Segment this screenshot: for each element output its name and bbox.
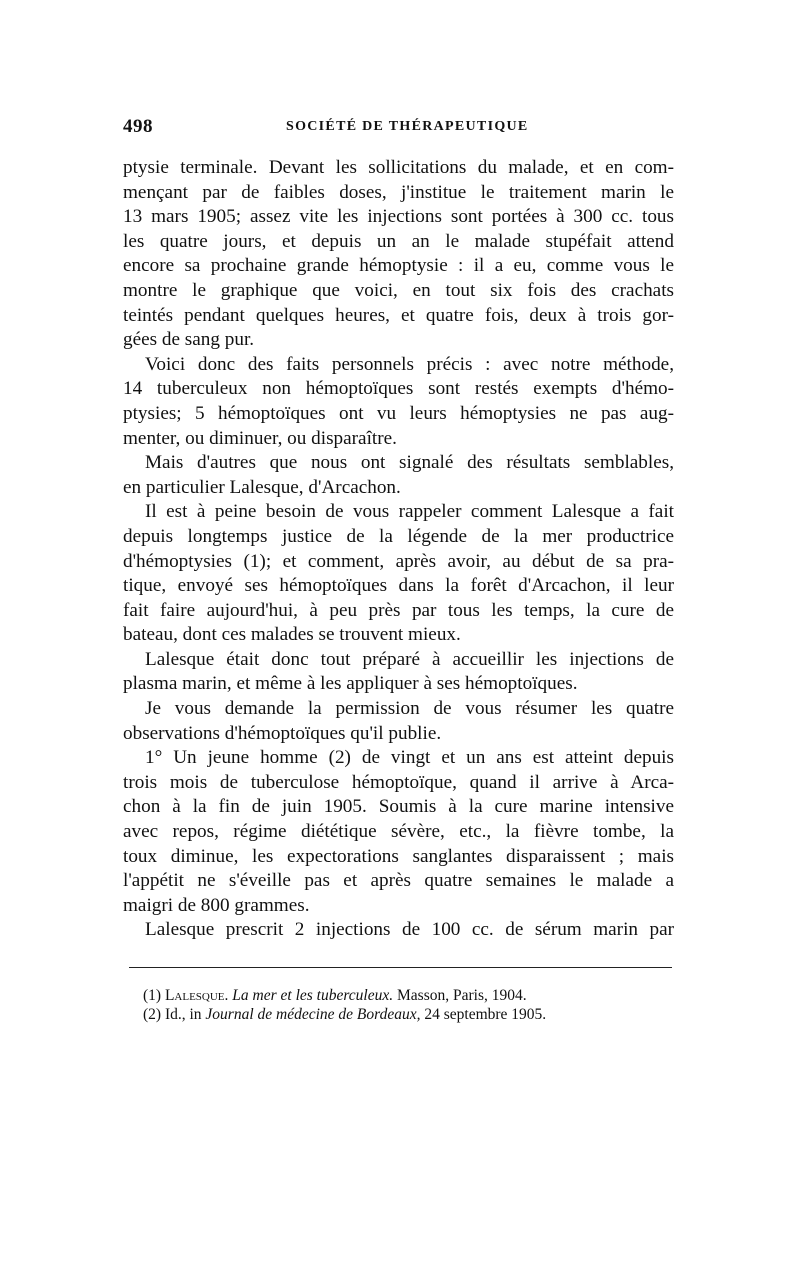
text-line: gées de sang pur. — [123, 329, 255, 351]
text-line: en particulier Lalesque, d'Arcachon. — [123, 476, 401, 498]
page-header — [123, 116, 673, 138]
text-line: Il est à peine besoin de vous rappeler comment Lalesque a fait — [145, 501, 674, 523]
text-line: mençant par de faibles doses, j'institue le traitement marin le — [123, 181, 674, 203]
text-line: 14 tuberculeux non hémoptoïques sont restés exempts d'hémo- — [123, 378, 674, 400]
text-line: 1° Un jeune homme (2) de vingt et un ans est atteint depuis — [145, 747, 674, 769]
text-line: encore sa prochaine grande hémoptysie : il a eu, comme vous le — [123, 255, 674, 277]
footnote-marker: (2) — [143, 1006, 162, 1023]
page-number: 498 — [123, 116, 153, 137]
footnote-marker: (1) — [143, 987, 162, 1004]
text-line: menter, ou diminuer, ou disparaître. — [123, 427, 397, 449]
footnotes — [143, 986, 663, 1024]
text-line: observations d'hémoptoïques qu'il publie. — [123, 722, 442, 744]
footnote-2 — [143, 1005, 663, 1024]
text-line: les quatre jours, et depuis un an le malade stupéfait attend — [123, 230, 674, 252]
text-line: maigri de 800 grammes. — [123, 894, 310, 916]
text-line: bateau, dont ces malades se trouvent mieux. — [123, 624, 461, 646]
text-line: montre le graphique que voici, en tout six fois des crachats — [123, 279, 674, 301]
footnote-author: Lalesque. — [164, 987, 229, 1004]
text-line: d'hémoptysies (1); et comment, après avoir, au début de sa pra- — [123, 550, 674, 572]
text-line: chon à la fin de juin 1905. Soumis à la cure marine intensive — [123, 796, 674, 818]
footnote-prefix: Id., in — [164, 1006, 202, 1023]
footnote-1 — [143, 986, 663, 1005]
footnote-journal: Journal de médecine de Bordeaux, — [205, 1006, 421, 1023]
text-line: Mais d'autres que nous ont signalé des résultats semblables, — [145, 452, 674, 474]
text-line: l'appétit ne s'éveille pas et après quatre semaines le malade a — [123, 870, 674, 892]
text-line: depuis longtemps justice de la légende de la mer productrice — [123, 525, 674, 547]
text-line: tique, envoyé ses hémoptoïques dans la forêt d'Arcachon, il leur — [123, 575, 674, 597]
text-line: teintés pendant quelques heures, et quatre fois, deux à trois gor- — [123, 304, 674, 326]
text-line: Lalesque prescrit 2 injections de 100 cc. de sérum marin par — [145, 919, 674, 941]
text-line: plasma marin, et même à les appliquer à ses hémoptoïques. — [123, 673, 578, 695]
text-line: ptysies; 5 hémoptoïques ont vu leurs hémoptysies ne pas aug- — [123, 402, 674, 424]
text-line: Lalesque était donc tout préparé à accueillir les injections de — [145, 648, 674, 670]
text-line: 13 mars 1905; assez vite les injections sont portées à 300 cc. tous — [123, 206, 674, 228]
body-text — [123, 156, 674, 943]
running-title: SOCIÉTÉ DE THÉRAPEUTIQUE — [286, 119, 529, 134]
footnote-divider — [129, 967, 672, 968]
footnote-publisher: Masson, Paris, 1904. — [397, 987, 527, 1004]
text-line: trois mois de tuberculose hémoptoïque, quand il arrive à Arca- — [123, 771, 674, 793]
text-line: ptysie terminale. Devant les sollicitations du malade, et en com- — [123, 157, 674, 178]
text-line: avec repos, régime diététique sévère, etc., la fièvre tombe, la — [123, 821, 674, 843]
footnote-date: 24 septembre 1905. — [424, 1006, 547, 1023]
text-line: fait faire aujourd'hui, à peu près par tous les temps, la cure de — [123, 599, 674, 621]
text-line: toux diminue, les expectorations sanglantes disparaissent ; mais — [123, 845, 674, 867]
footnote-title: La mer et les tuberculeux. — [232, 987, 394, 1004]
text-line: Je vous demande la permission de vous résumer les quatre — [145, 698, 674, 720]
text-line: Voici donc des faits personnels précis : avec notre méthode, — [145, 353, 674, 375]
